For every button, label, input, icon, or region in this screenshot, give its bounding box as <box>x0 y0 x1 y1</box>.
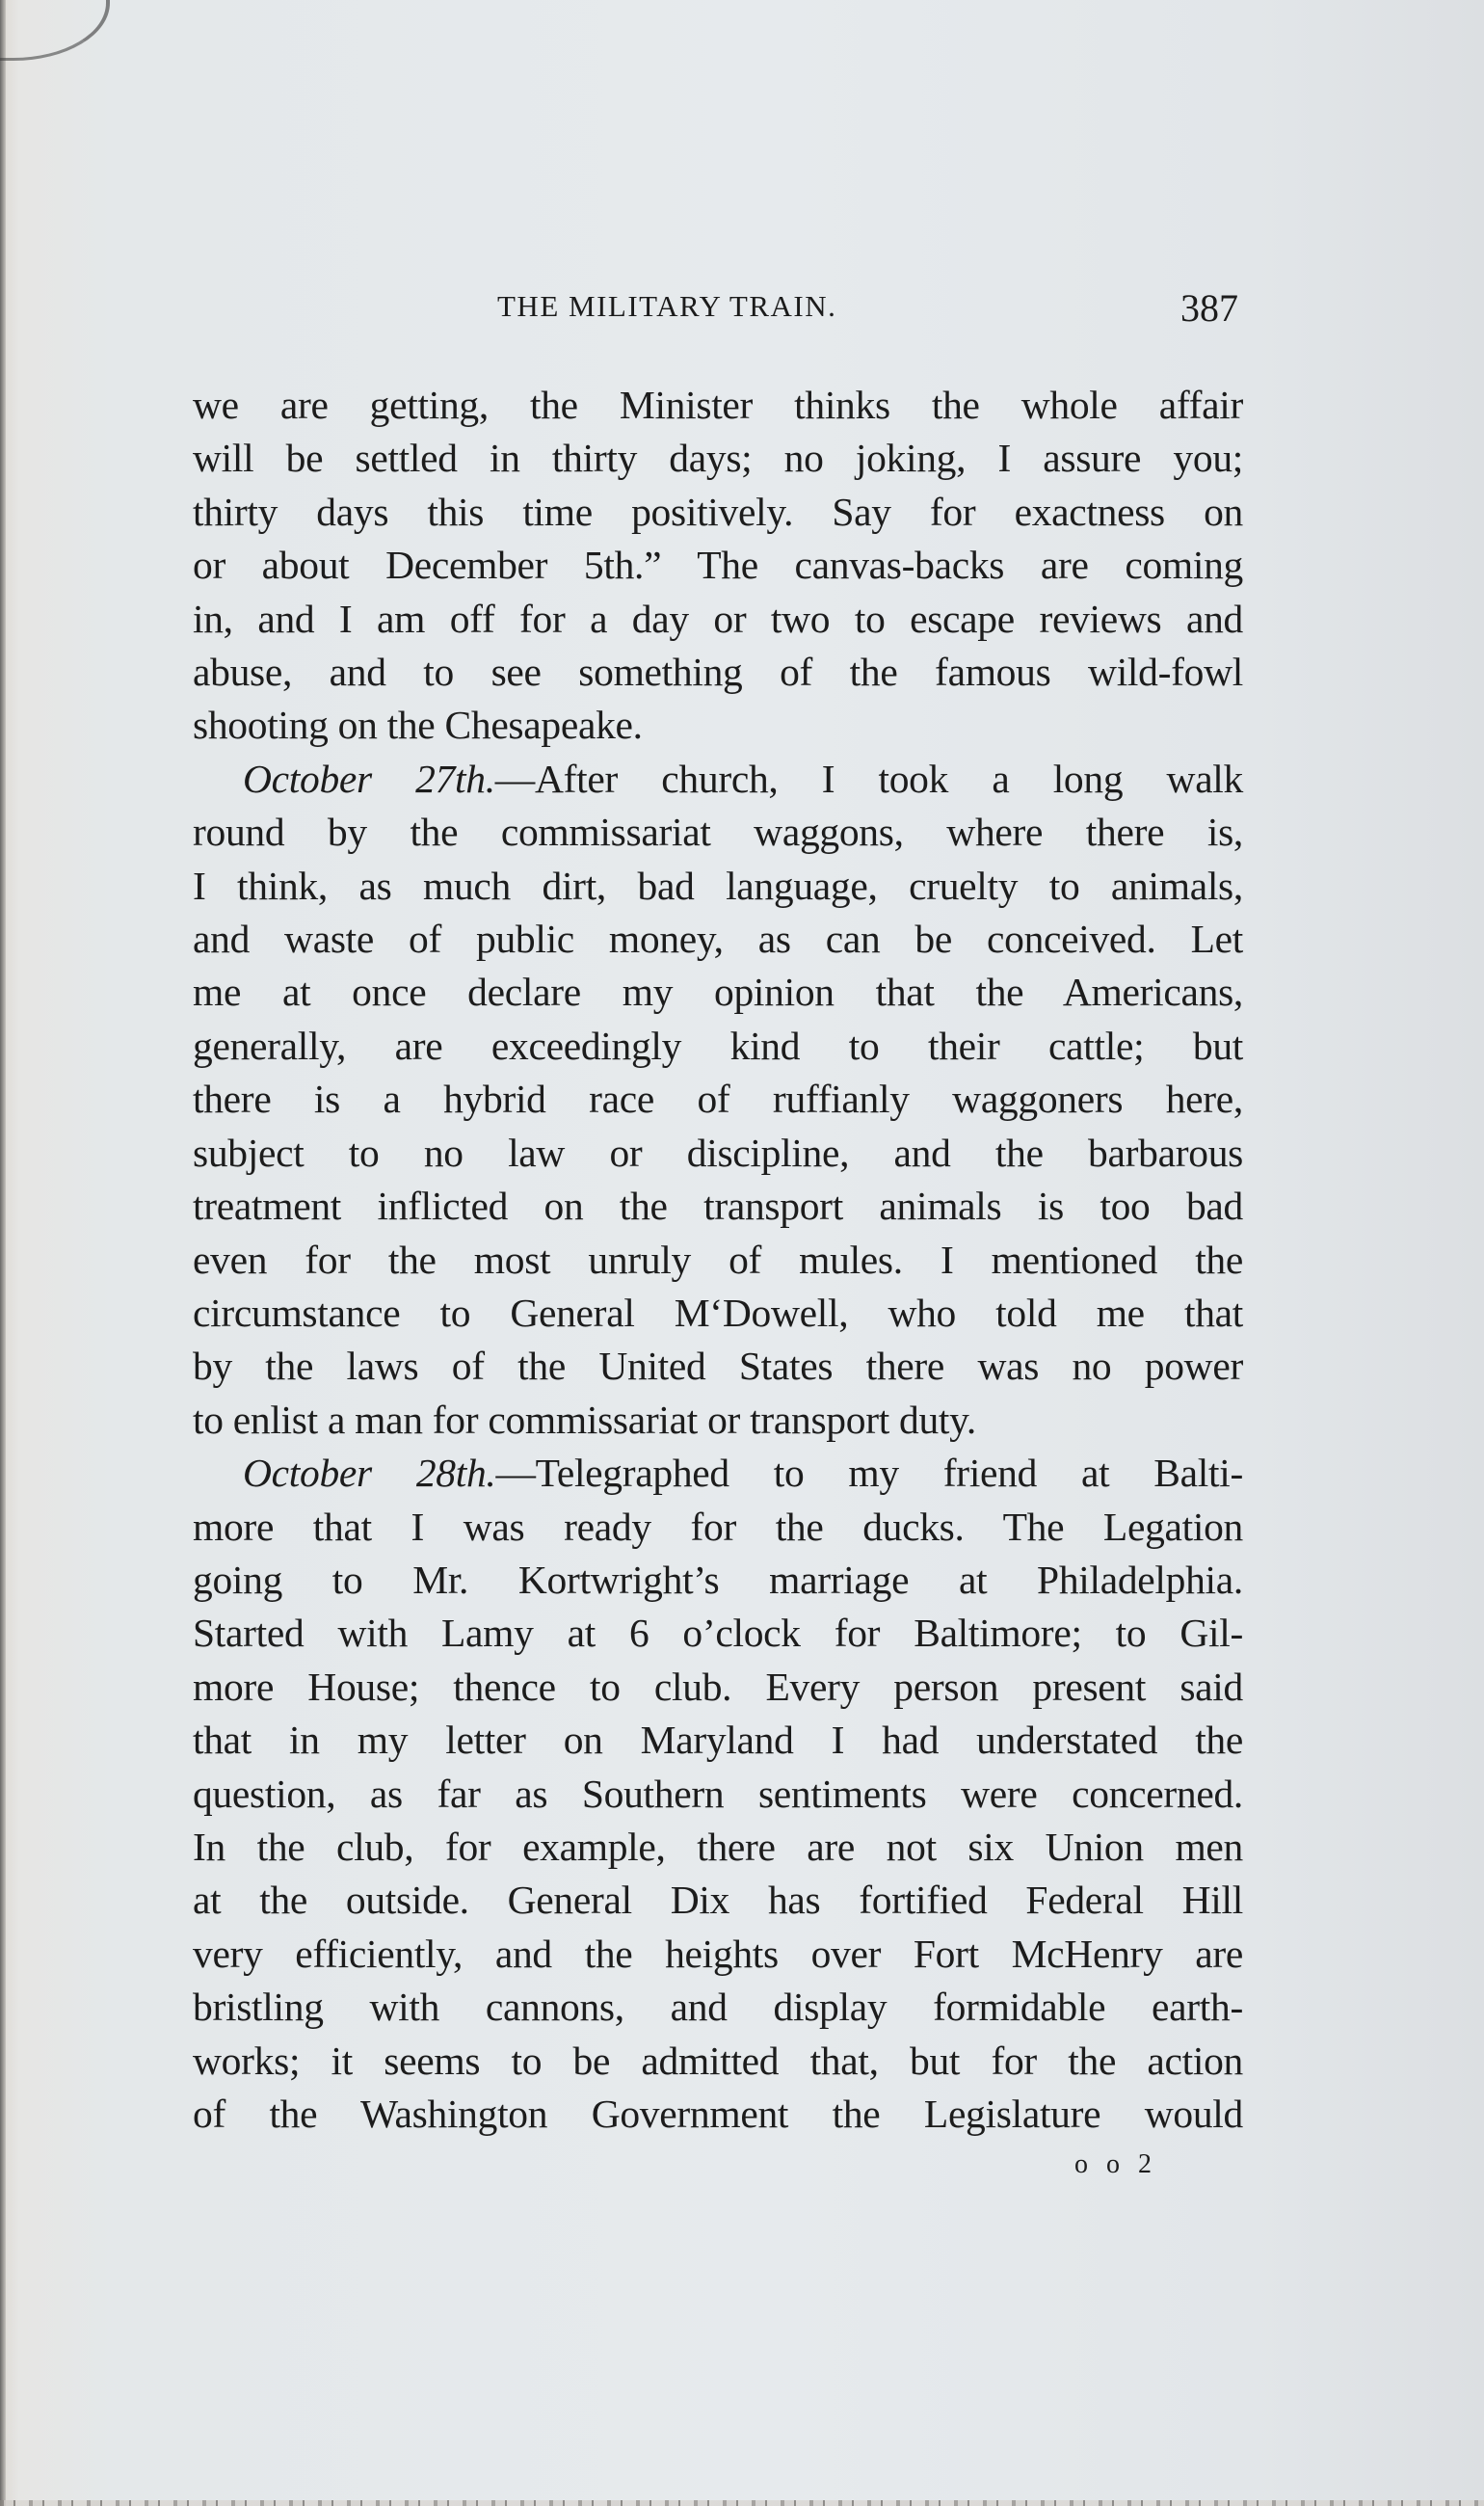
text-line <box>193 1607 1243 1660</box>
entry-date: October 28th. <box>243 1451 496 1496</box>
text-line <box>193 593 1243 646</box>
line-text: that in my letter on Maryland I had understated the <box>193 1718 1243 1763</box>
line-text: generally, are exceedingly kind to their cattle; but <box>193 1023 1243 1068</box>
text-line <box>193 860 1243 913</box>
text-line <box>193 1394 1243 1447</box>
line-text: we are getting, the Minister thinks the whole affair <box>193 383 1243 427</box>
text-line <box>193 753 1243 806</box>
text-line <box>193 1821 1243 1874</box>
text-line <box>193 806 1243 859</box>
text-line <box>193 699 1243 752</box>
line-text: treatment inflicted on the transport animals is too bad <box>193 1184 1243 1229</box>
line-text: —Telegraphed to my friend at Balti- <box>495 1451 1243 1496</box>
text-line <box>193 539 1243 592</box>
line-text: In the club, for example, there are not six Union men <box>193 1824 1243 1869</box>
line-text: —After church, I took a long walk <box>494 756 1243 801</box>
corner-stain <box>0 0 110 61</box>
line-text: or about December 5th.” The canvas-backs are coming <box>193 543 1243 588</box>
text-line <box>193 1768 1243 1821</box>
line-text: circumstance to General M‘Dowell, who told me that <box>193 1290 1243 1335</box>
line-text: in, and I am off for a day or two to escape reviews and <box>193 596 1243 641</box>
text-line <box>193 1501 1243 1554</box>
text-line <box>193 379 1243 432</box>
line-text: will be settled in thirty days; no joking, I assure you; <box>193 436 1243 481</box>
line-text: at the outside. General Dix has fortified Federal Hill <box>193 1878 1243 1923</box>
text-line <box>193 1714 1243 1767</box>
running-head <box>193 286 1238 337</box>
text-line <box>193 1180 1243 1233</box>
text-line <box>193 2088 1243 2141</box>
line-text: very efficiently, and the heights over Fort McHenry are <box>193 1931 1243 1976</box>
line-text: works; it seems to be admitted that, but for the action <box>193 2038 1243 2083</box>
entry-date: October 27th. <box>243 756 495 801</box>
line-text: shooting on the Chesapeake. <box>193 703 643 748</box>
line-text: there is a hybrid race of ruffianly waggoners here, <box>193 1077 1243 1122</box>
text-line <box>193 1661 1243 1714</box>
body-text <box>193 379 1243 2141</box>
text-line <box>193 1234 1243 1287</box>
page-binding-edge <box>0 0 6 2506</box>
text-line <box>193 486 1243 539</box>
line-text: bristling with cannons, and display formidable earth- <box>193 1985 1243 2030</box>
text-line <box>193 1073 1243 1126</box>
line-text: abuse, and to see something of the famous wild-fowl <box>193 650 1243 695</box>
running-title: THE MILITARY TRAIN. <box>497 289 837 323</box>
line-text: to enlist a man for commissariat or transport duty. <box>193 1397 976 1442</box>
page-number: 387 <box>1180 286 1238 330</box>
text-line <box>193 1928 1243 1981</box>
text-line <box>193 1020 1243 1073</box>
line-text: of the Washington Government the Legislature would <box>193 2092 1243 2136</box>
text-line <box>193 432 1243 485</box>
line-text: by the laws of the United States there was no power <box>193 1344 1243 1389</box>
line-text: going to Mr. Kortwright’s marriage at Philadelphia. <box>193 1557 1243 1602</box>
line-text: thirty days this time positively. Say for exactness on <box>193 489 1243 534</box>
line-text: subject to no law or discipline, and the barbarous <box>193 1130 1243 1175</box>
text-line <box>193 1127 1243 1180</box>
signature-mark: o o 2 <box>1074 2149 1157 2179</box>
line-text: round by the commissariat waggons, where there is, <box>193 810 1243 855</box>
text-line <box>193 2035 1243 2088</box>
text-line <box>193 1287 1243 1340</box>
line-text: I think, as much dirt, bad language, cruelty to animals, <box>193 863 1243 908</box>
text-line <box>193 646 1243 699</box>
line-text: question, as far as Southern sentiments were concerned. <box>193 1771 1243 1816</box>
line-text: more that I was ready for the ducks. The Legation <box>193 1504 1243 1549</box>
line-text: even for the most unruly of mules. I mentioned the <box>193 1237 1243 1282</box>
line-text: me at once declare my opinion that the Americans, <box>193 970 1243 1015</box>
text-line <box>193 913 1243 966</box>
text-line <box>193 966 1243 1019</box>
page-bottom-edge <box>0 2500 1484 2506</box>
text-line <box>193 1981 1243 2034</box>
text-line <box>193 1447 1243 1500</box>
text-line <box>193 1554 1243 1607</box>
line-text: Started with Lamy at 6 o’clock for Baltimore; to Gil- <box>193 1611 1243 1656</box>
line-text: and waste of public money, as can be conceived. Let <box>193 917 1243 962</box>
line-text: more House; thence to club. Every person present said <box>193 1664 1243 1709</box>
text-line <box>193 1340 1243 1393</box>
text-line <box>193 1874 1243 1927</box>
